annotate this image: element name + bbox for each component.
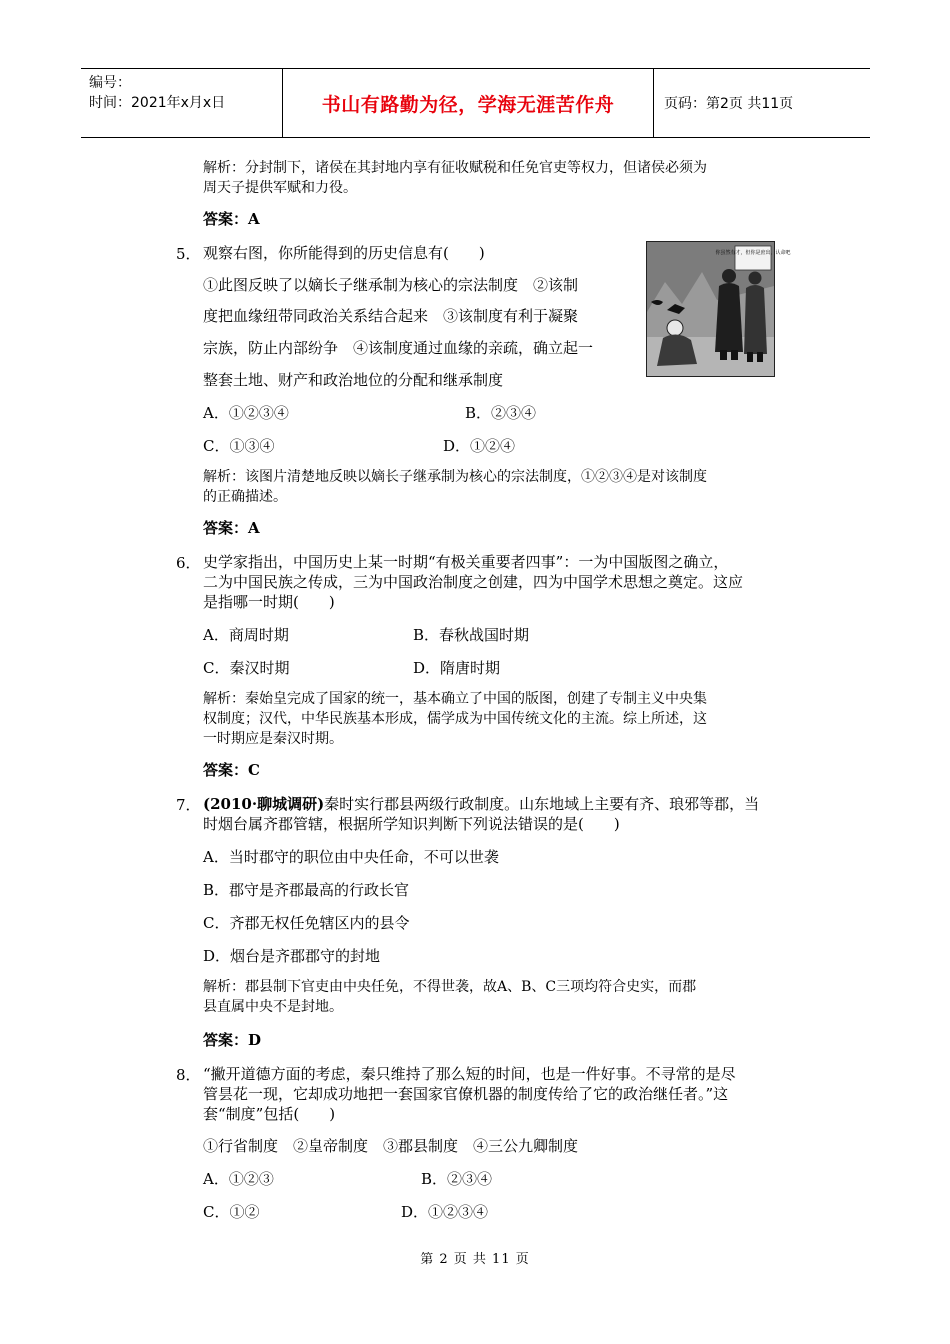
- q7-analysis: [203, 977, 807, 1017]
- q8-line-1: “撇开道德方面的考虑，秦只维持了那么短的时间，也是一件好事。不寻常的是尽: [203, 1065, 736, 1083]
- q6-answer: 答案：C: [203, 761, 260, 779]
- q7-line-1-text: 秦时实行郡县两级行政制度。山东地域上主要有齐、琅邪等郡，当: [324, 795, 760, 813]
- q4-analysis: [203, 158, 807, 198]
- q6-analysis-line-2: 权制度；汉代，中华民族基本形成，儒学成为中国传统文化的主流。综上所述，这: [203, 711, 707, 727]
- q5-option-a: A．①②③④: [203, 404, 289, 422]
- q7-option-a: A．当时郡守的职位由中央任命，不可以世袭: [203, 848, 499, 866]
- q7-analysis-line-1: 解析：郡县制下官吏由中央任免，不得世袭，故A、B、C三项均符合史实，而郡: [203, 979, 697, 995]
- q8-line-2: 管昙花一现，它却成功地把一套国家官僚机器的制度传给了它的政治继任者。”这: [203, 1085, 729, 1103]
- q6-number: 6．: [176, 554, 201, 572]
- q8-number: 8．: [176, 1066, 201, 1084]
- q8-option-d: D．①②③④: [401, 1203, 489, 1221]
- q5-stem: 观察右图，你所能得到的历史信息有( ): [203, 244, 485, 262]
- q8-option-a: A．①②③: [203, 1170, 274, 1188]
- q8-line-3: 套“制度”包括( ): [203, 1105, 336, 1123]
- page-label: 页码：第2页 共11页: [664, 96, 794, 112]
- q5-analysis: [203, 467, 807, 507]
- code-label: 编号：: [89, 75, 131, 91]
- q4-analysis-line-1: 解析：分封制下，诸侯在其封地内享有征收赋税和任免官吏等权力，但诸侯必须为: [203, 160, 707, 176]
- q7-option-b: B．郡守是齐郡最高的行政长官: [203, 881, 410, 899]
- q4-analysis-line-2: 周天子提供军赋和力役。: [203, 180, 357, 196]
- q7-line-2: 时烟台属齐郡管辖，根据所学知识判断下列说法错误的是( ): [203, 815, 620, 833]
- q5-statement-1: ①此图反映了以嫡长子继承制为核心的宗法制度 ②该制: [203, 276, 579, 294]
- q7-number: 7．: [176, 796, 201, 814]
- q7-answer: 答案：D: [203, 1031, 262, 1049]
- q7-option-d: D．烟台是齐郡郡守的封地: [203, 947, 381, 965]
- q7-analysis-line-2: 县直属中央不是封地。: [203, 999, 343, 1015]
- q5-analysis-line-2: 的正确描述。: [203, 489, 287, 505]
- q8-option-c: C．①②: [203, 1203, 260, 1221]
- q5-statement-4: 整套土地、财产和政治地位的分配和继承制度: [203, 371, 504, 389]
- q6-analysis-line-1: 解析：秦始皇完成了国家的统一，基本确立了中国的版图，创建了专制主义中央集: [203, 691, 707, 707]
- q6-line-3: 是指哪一时期( ): [203, 593, 335, 611]
- q7-option-c: C．齐郡无权任免辖区内的县令: [203, 914, 410, 932]
- q5-option-d: D．①②④: [443, 437, 516, 455]
- q8-items: ①行省制度 ②皇帝制度 ③郡县制度 ④三公九卿制度: [203, 1137, 579, 1155]
- page-footer: 第 2 页 共 11 页: [420, 1252, 530, 1267]
- q6-option-c: C．秦汉时期: [203, 659, 290, 677]
- speech-bubble-text: 你虽然有才，但你是庶出，认命吧: [715, 250, 791, 256]
- q5-answer: 答案：A: [203, 519, 260, 537]
- q5-statement-2: 度把血缘纽带同政治关系结合起来 ③该制度有利于凝聚: [203, 307, 579, 325]
- q6-analysis-line-3: 一时期应是秦汉时期。: [203, 731, 343, 747]
- q5-option-c: C．①③④: [203, 437, 275, 455]
- time-label: 时间：2021年x月x日: [89, 95, 226, 111]
- q6-line-1: 史学家指出，中国历史上某一时期“有极关重要者四事”：一为中国版图之确立，: [203, 553, 729, 571]
- header-meta: [81, 69, 282, 137]
- q6-option-b: B．春秋战国时期: [413, 626, 530, 644]
- q5-illustration: [646, 241, 791, 377]
- q7-source: (2010·聊城调研): [203, 795, 325, 813]
- q8-option-b: B．②③④: [421, 1170, 493, 1188]
- cartoon-image: [647, 242, 791, 376]
- motto-text: 书山有路勤为径，学海无涯苦作舟: [321, 93, 615, 116]
- q5-number: 5．: [176, 245, 201, 263]
- q5-statement-3: 宗族，防止内部纷争 ④该制度通过血缘的亲疏，确立起一: [203, 339, 594, 357]
- q4-answer: 答案：A: [203, 210, 260, 228]
- q5-analysis-line-1: 解析：该图片清楚地反映以嫡长子继承制为核心的宗法制度，①②③④是对该制度: [203, 469, 707, 485]
- header-page-cell: [654, 69, 870, 137]
- q6-option-a: A．商周时期: [203, 626, 289, 644]
- q6-line-2: 二为中国民族之传成，三为中国政治制度之创建，四为中国学术思想之奠定。这应: [203, 573, 744, 591]
- page-header: [81, 68, 870, 138]
- q5-option-b: B．②③④: [465, 404, 537, 422]
- header-motto-cell: [282, 69, 654, 137]
- q6-option-d: D．隋唐时期: [413, 659, 501, 677]
- q7-line-1: [203, 794, 806, 814]
- q6-analysis: [203, 689, 807, 749]
